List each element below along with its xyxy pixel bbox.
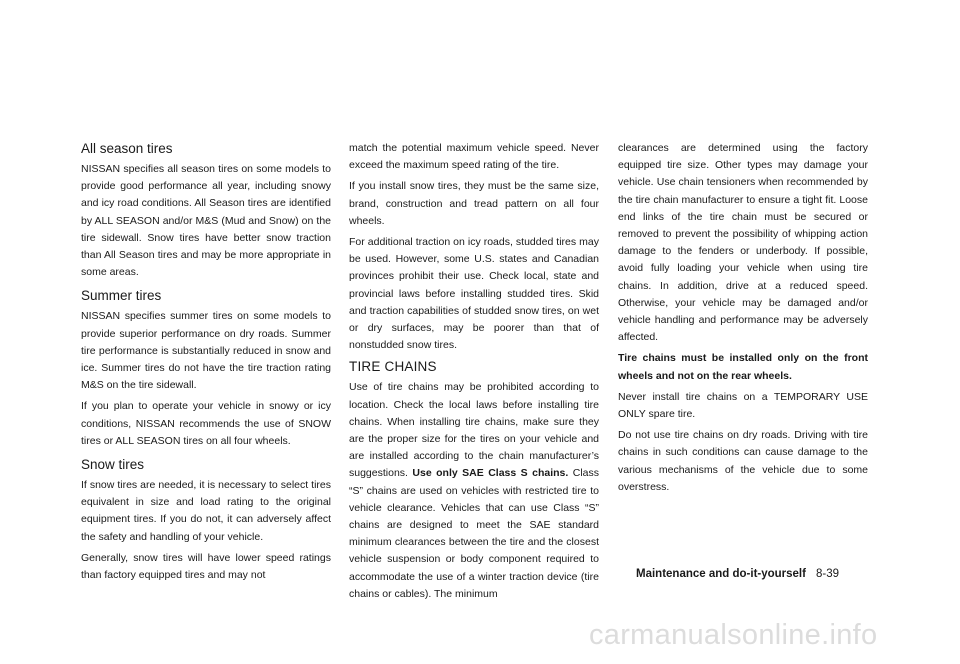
- footer-page-number: 8-39: [815, 568, 839, 580]
- paragraph-summer-2: If you plan to operate your vehicle in snowy or icy conditions, NISSAN recommends the use of SNOW tires or ALL SEASON tires on all four wheels.: [81, 400, 331, 447]
- chains-text-b: Class “S” chains are used on vehicles with restricted tire to vehicle clearance. Vehicles that can use Class “S” chains are designed to meet the SAE standard minimum clearances between the tire and the closest vehicle suspension or body component required to accommodate the use of a winter traction device (tire chains or cables). The minimum: [349, 467, 599, 600]
- heading-tire-chains: TIRE CHAINS: [349, 359, 437, 375]
- paragraph-snow-3: If you install snow tires, they must be the same size, brand, construction and tread pattern on all four wheels.: [349, 180, 599, 227]
- chains-text-bold: Use only SAE Class S chains.: [412, 467, 569, 480]
- paragraph-chains-1: [349, 379, 599, 603]
- column-left: [81, 140, 331, 588]
- paragraph-summer-1: NISSAN specifies summer tires on some models to provide superior performance on dry roads. Summer tire performance is substantially reduced in snow and ice. Summer tires do not have the tire traction rating M&S on the tire sidewall.: [81, 310, 331, 392]
- chains-text-a: Use of tire chains may be prohibited according to location. Check the local laws before installing tire chains. When installing tire chains, make sure they are the proper size for the tires on your vehicle and are installed according to the chain manufacturer’s suggestions.: [349, 381, 599, 480]
- heading-summer-tires: Summer tires: [81, 288, 162, 304]
- chains-warning: Tire chains must be installed only on the front wheels and not on the rear wheels.: [618, 352, 868, 382]
- column-middle: [349, 140, 599, 607]
- paragraph-chains-3: Do not use tire chains on dry roads. Driving with tire chains in such conditions can cause damage to the various mechanisms of the vehicle due to some overstress.: [618, 429, 868, 493]
- paragraph-chains-1-continued: clearances are determined using the factory equipped tire size. Other types may damage your vehicle. Use chain tensioners when recommended by the tire chain manufacturer to ensure a tight fit. Loose end links of the tire chain must be secured or removed to prevent the possibility of whipping action damage to the fenders or underbody. If possible, avoid fully loading your vehicle when using tire chains. In addition, drive at a reduced speed. Otherwise, your vehicle may be damaged and/or vehicle handling and performance may be adversely affected.: [618, 142, 868, 344]
- footer-section-title: Maintenance and do-it-yourself: [636, 568, 806, 580]
- page-footer: [636, 566, 839, 582]
- paragraph-all-season: NISSAN specifies all season tires on some models to provide good performance all year, including snowy and icy road conditions. All Season tires are identified by ALL SEASON and/or M&S (Mud and Snow) on the tire sidewall. Snow tires have better snow traction than All Season tires and may be more appropriate in some areas.: [81, 163, 331, 279]
- column-right: [618, 140, 868, 500]
- watermark: carmanualsonline.info: [589, 619, 878, 651]
- paragraph-snow-2-continued: match the potential maximum vehicle speed. Never exceed the maximum speed rating of the tire.: [349, 142, 599, 172]
- heading-snow-tires: Snow tires: [81, 457, 145, 473]
- paragraph-chains-2: Never install tire chains on a TEMPORARY USE ONLY spare tire.: [618, 390, 868, 421]
- paragraph-snow-2: Generally, snow tires will have lower speed ratings than factory equipped tires and may not: [81, 551, 331, 582]
- heading-all-season-tires: All season tires: [81, 141, 173, 156]
- paragraph-snow-1: If snow tires are needed, it is necessary to select tires equivalent in size and load rating to the original equipment tires. If you do not, it can adversely affect the safety and handling of your vehicle.: [81, 479, 331, 543]
- paragraph-snow-4: For additional traction on icy roads, studded tires may be used. However, some U.S. states and Canadian provinces prohibit their use. Check local, state and provincial laws before installing studded tires. Skid and traction capabilities of studded snow tires, on wet or dry surfaces, may be poorer than that of nonstudded snow tires.: [349, 236, 599, 352]
